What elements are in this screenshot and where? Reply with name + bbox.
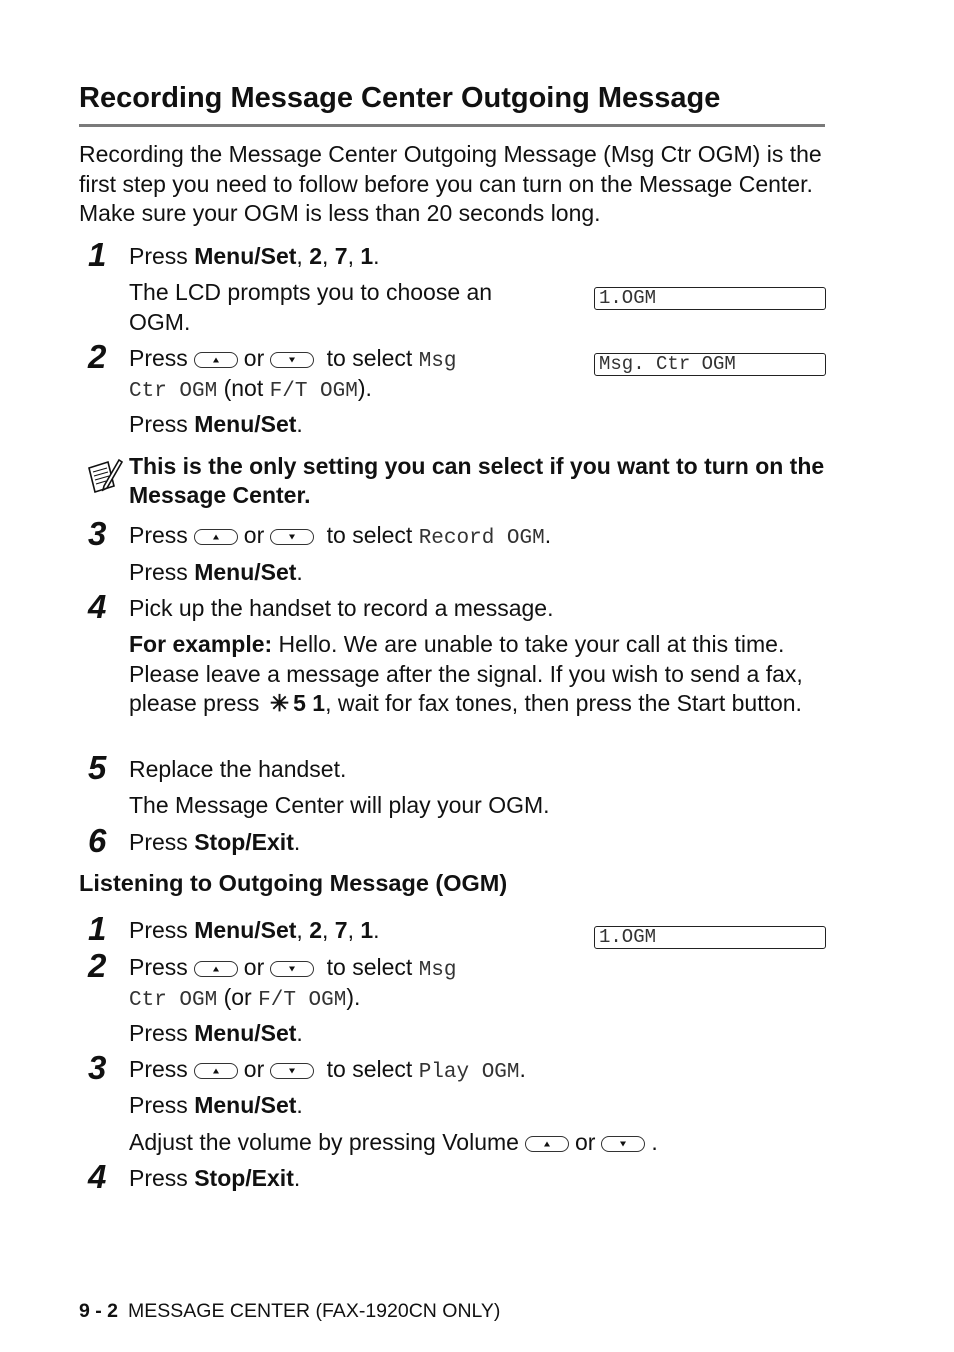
step-3-text: Press or to select Record OGM. bbox=[129, 522, 552, 550]
up-arrow-key-icon bbox=[194, 352, 238, 368]
step-3-sub: Press Menu/Set. bbox=[129, 559, 303, 585]
up-arrow-key-icon bbox=[194, 961, 238, 977]
star-key-icon: ✳ bbox=[269, 690, 290, 716]
listen-step-2-sub: Press Menu/Set. bbox=[129, 1020, 303, 1046]
page-number: 9 - 2 bbox=[79, 1300, 119, 1322]
step-2-text: Press or to select Msg bbox=[129, 345, 457, 373]
section-heading: Listening to Outgoing Message (OGM) bbox=[79, 870, 508, 896]
note-text: This is the only setting you can select if you want to turn on the Message Center. bbox=[129, 453, 825, 508]
listen-step-3-sub: Press Menu/Set. bbox=[129, 1092, 303, 1118]
step-number: 1 bbox=[88, 910, 107, 947]
step-6-text: Press Stop/Exit. bbox=[129, 829, 301, 855]
down-arrow-key-icon bbox=[270, 352, 314, 368]
listen-step-4-text: Press Stop/Exit. bbox=[129, 1165, 301, 1191]
listen-step-3-text: Press or to select Play OGM. bbox=[129, 1056, 526, 1084]
listen-step-2-text-cont: Ctr OGM (or F/T OGM). bbox=[129, 984, 361, 1012]
step-number: 2 bbox=[88, 947, 107, 984]
note-pencil-icon bbox=[86, 456, 124, 496]
step-2-sub: Press Menu/Set. bbox=[129, 411, 303, 437]
step-number: 4 bbox=[88, 588, 107, 625]
example-paragraph: For example: Hello. We are unable to take your call at this time. Please leave a message after the signal. If you wish to send a fax, please press ✳ 5 1, wait for fax tones, then press the Start button. bbox=[129, 631, 803, 716]
step-number: 3 bbox=[88, 515, 107, 552]
intro-paragraph: Recording the Message Center Outgoing Message (Msg Ctr OGM) is the first step you need to follow before you can turn on the Message Center. Make sure your OGM is less than 20 seconds long. bbox=[79, 141, 822, 226]
step-2-text-cont: Ctr OGM (not F/T OGM). bbox=[129, 375, 372, 403]
step-1-text: Press Menu/Set, 2, 7, 1. bbox=[129, 243, 380, 269]
step-number: 4 bbox=[88, 1158, 107, 1195]
up-arrow-key-icon bbox=[194, 1063, 238, 1079]
step-5-text: Replace the handset. bbox=[129, 756, 347, 782]
lcd-display: 1.OGM bbox=[594, 926, 826, 949]
step-number: 6 bbox=[88, 822, 107, 859]
down-arrow-key-icon bbox=[270, 961, 314, 977]
step-number: 5 bbox=[88, 749, 107, 786]
step-4-text: Pick up the handset to record a message. bbox=[129, 595, 554, 621]
step-1-sub: The LCD prompts you to choose an OGM. bbox=[129, 279, 493, 335]
down-arrow-key-icon bbox=[270, 1063, 314, 1079]
chapter-name: MESSAGE CENTER (FAX-1920CN ONLY) bbox=[128, 1300, 501, 1322]
page-title: Recording Message Center Outgoing Message bbox=[79, 82, 721, 114]
listen-step-1-text: Press Menu/Set, 2, 7, 1. bbox=[129, 917, 380, 943]
step-number: 1 bbox=[88, 236, 107, 273]
lcd-display: 1.OGM bbox=[594, 287, 826, 310]
step-number: 3 bbox=[88, 1049, 107, 1086]
lcd-display: Msg. Ctr OGM bbox=[594, 353, 826, 376]
page-footer bbox=[79, 1300, 500, 1323]
volume-up-key-icon bbox=[525, 1136, 569, 1152]
down-arrow-key-icon bbox=[270, 529, 314, 545]
up-arrow-key-icon bbox=[194, 529, 238, 545]
listen-step-2-text: Press or to select Msg bbox=[129, 954, 457, 982]
title-rule bbox=[79, 124, 825, 127]
step-number: 2 bbox=[88, 338, 107, 375]
volume-text: Adjust the volume by pressing Volume or . bbox=[129, 1129, 658, 1155]
volume-down-key-icon bbox=[601, 1136, 645, 1152]
step-5-sub: The Message Center will play your OGM. bbox=[129, 792, 550, 818]
